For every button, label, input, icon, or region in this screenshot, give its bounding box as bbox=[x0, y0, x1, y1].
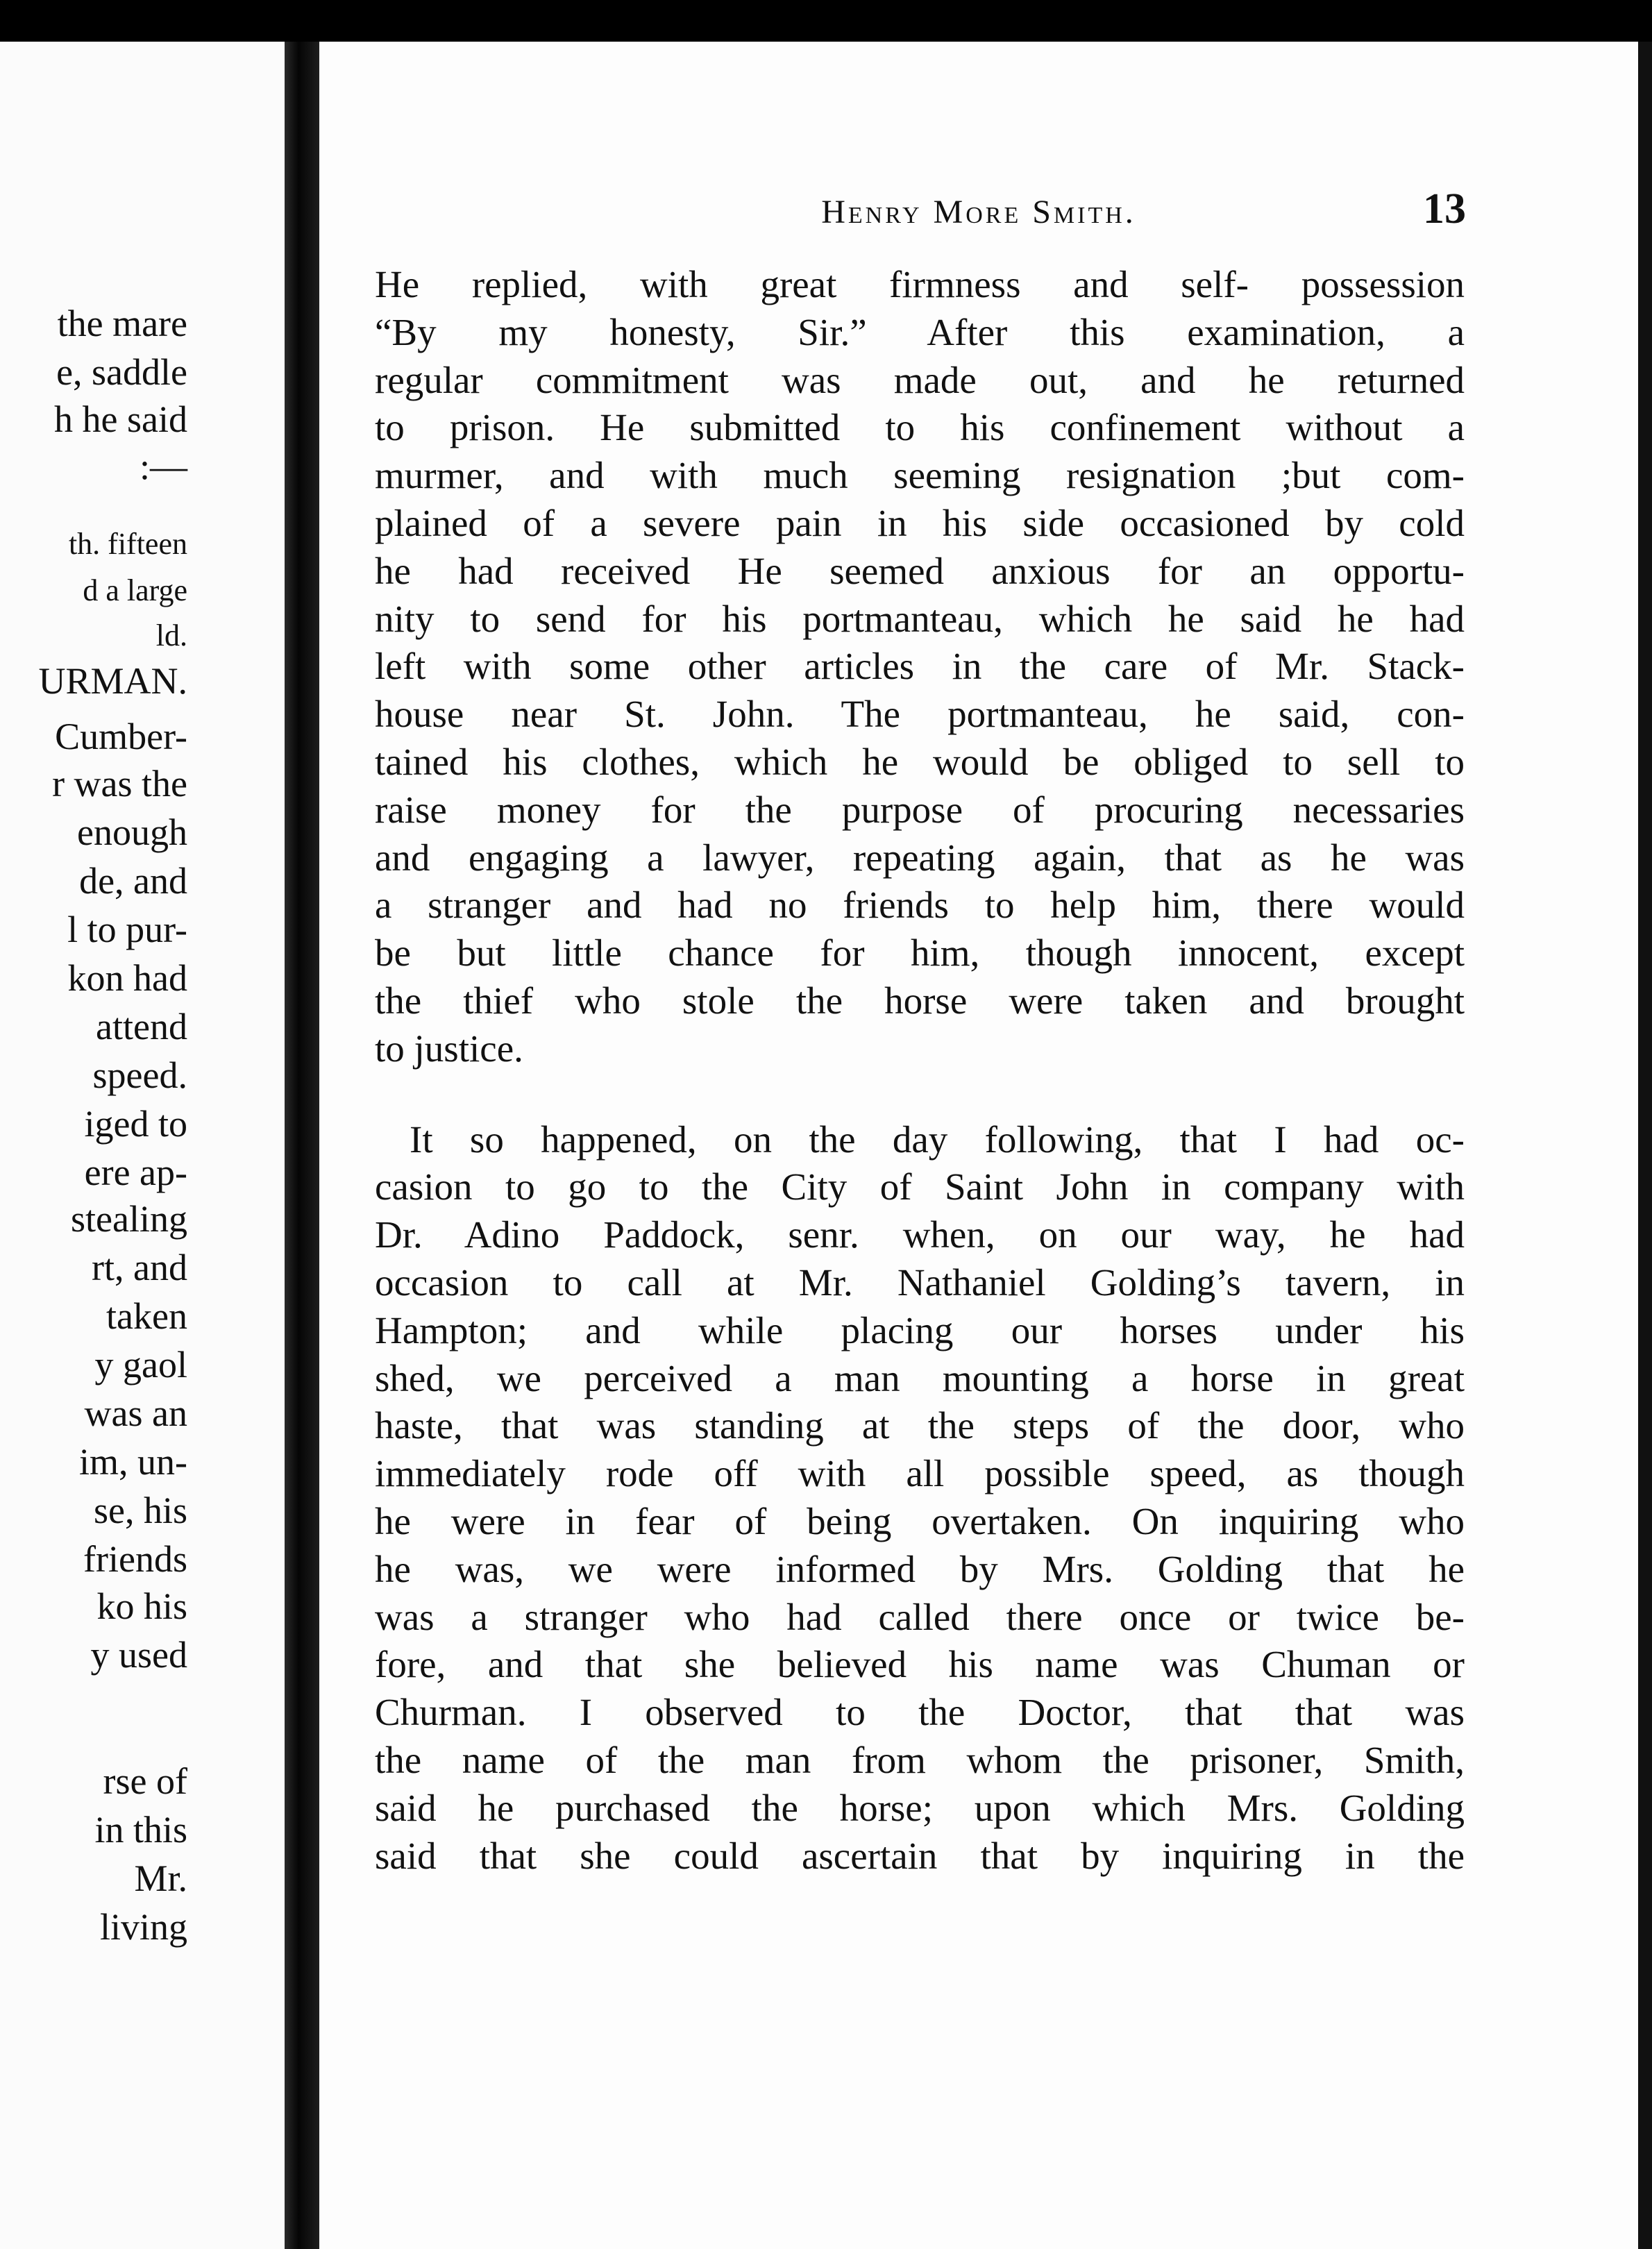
left-page-line: the mare bbox=[57, 303, 187, 344]
left-page-line: l to pur- bbox=[67, 909, 187, 950]
left-page-line: living bbox=[99, 1906, 187, 1948]
text-line: He replied, with great firmness and self- possession bbox=[375, 263, 1465, 305]
text-line: left with some other articles in the care of Mr. Stack- bbox=[375, 645, 1465, 688]
left-page-line: y gaol bbox=[94, 1344, 187, 1385]
left-page-line: y used bbox=[90, 1634, 187, 1676]
text-line: Hampton; and while placing our horses under his bbox=[375, 1308, 1465, 1351]
paragraph-gap bbox=[375, 1073, 1465, 1116]
scan-top-border bbox=[0, 0, 1652, 42]
left-page-line: URMAN. bbox=[38, 660, 187, 702]
left-page-line: taken bbox=[106, 1295, 187, 1337]
left-page-line: ere ap- bbox=[84, 1152, 187, 1193]
left-page-line: se, his bbox=[94, 1490, 187, 1531]
left-page-line: rt, and bbox=[92, 1247, 187, 1288]
text-line: casion to go to the City of Saint John in company with bbox=[375, 1165, 1465, 1208]
left-page-line: h he said bbox=[54, 398, 187, 440]
text-line: be but little chance for him, though innocent, except bbox=[375, 932, 1465, 975]
paragraph bbox=[375, 1116, 1465, 1880]
text-line: he had received He seemed anxious for an opportu- bbox=[375, 549, 1465, 592]
body-text bbox=[375, 261, 1465, 1880]
text-line: and engaging a lawyer, repeating again, that as he was bbox=[375, 836, 1465, 879]
left-page-line: th. fifteen bbox=[68, 527, 187, 561]
left-page-line: enough bbox=[77, 811, 187, 853]
text-line: immediately rode off with all possible speed, as though bbox=[375, 1452, 1465, 1495]
left-page-line: stealing bbox=[71, 1198, 187, 1240]
left-page-line: speed. bbox=[92, 1054, 187, 1096]
left-page-line: ld. bbox=[155, 618, 187, 652]
text-line: nity to send for his portmanteau, which he said he had bbox=[375, 597, 1465, 640]
text-line: shed, we perceived a man mounting a horse in great bbox=[375, 1356, 1465, 1399]
text-line: said he purchased the horse; upon which Mrs. Golding bbox=[375, 1786, 1465, 1829]
left-page-line: rse of bbox=[103, 1760, 187, 1802]
left-page-line: in this bbox=[94, 1809, 187, 1851]
text-line: tained his clothes, which he would be obliged to sell to bbox=[375, 740, 1465, 783]
text-line: Dr. Adino Paddock, senr. when, on our way, he had bbox=[375, 1213, 1465, 1256]
text-line: Churman. I observed to the Doctor, that that was bbox=[375, 1691, 1465, 1734]
left-page-line: d a large bbox=[83, 573, 187, 607]
text-line: fore, and that she believed his name was Chuman or bbox=[375, 1643, 1465, 1686]
text-line: he were in fear of being overtaken. On inquiring who bbox=[375, 1499, 1465, 1542]
text-line: house near St. John. The portmanteau, he said, con- bbox=[375, 693, 1465, 736]
text-line: haste, that was standing at the steps of the door, who bbox=[375, 1404, 1465, 1447]
text-line: It so happened, on the day following, that I had oc- bbox=[410, 1118, 1465, 1161]
right-page bbox=[319, 42, 1638, 2249]
text-line: plained of a severe pain in his side occasioned by cold bbox=[375, 501, 1465, 544]
left-page-line: de, and bbox=[79, 860, 187, 902]
left-page-line: was an bbox=[84, 1392, 187, 1434]
left-page-line: friends bbox=[83, 1538, 187, 1580]
text-line: a stranger and had no friends to help him, there would bbox=[375, 884, 1465, 927]
running-head: Henry More Smith. bbox=[821, 194, 1136, 230]
scan-right-border bbox=[1638, 42, 1652, 2249]
left-page-line: Cumber- bbox=[55, 716, 187, 757]
text-line: occasion to call at Mr. Nathaniel Golding’s tavern, in bbox=[375, 1261, 1465, 1304]
text-line: to prison. He submitted to his confinement without a bbox=[375, 406, 1465, 449]
left-page-line: im, un- bbox=[79, 1441, 187, 1483]
text-line: he was, we were informed by Mrs. Golding that he bbox=[375, 1547, 1465, 1590]
left-page-line: e, saddle bbox=[56, 351, 187, 393]
text-line: regular commitment was made out, and he returned bbox=[375, 358, 1465, 401]
text-line: raise money for the purpose of procuring necessaries bbox=[375, 788, 1465, 831]
text-line: was a stranger who had called there once or twice be- bbox=[375, 1595, 1465, 1638]
left-page-line: kon had bbox=[67, 957, 187, 999]
left-page-line: ko his bbox=[96, 1585, 187, 1627]
text-line: murmer, and with much seeming resignation ;but com- bbox=[375, 454, 1465, 497]
book-gutter bbox=[285, 42, 319, 2249]
text-line: said that she could ascertain that by inquiring in the bbox=[375, 1834, 1465, 1877]
left-page-line: r was the bbox=[52, 763, 187, 805]
left-page-fragment bbox=[0, 42, 285, 2249]
text-line: the thief who stole the horse were taken and brought bbox=[375, 979, 1465, 1022]
page-number: 13 bbox=[1423, 185, 1466, 233]
left-page-line: attend bbox=[96, 1006, 187, 1047]
left-page-line: :— bbox=[139, 446, 187, 487]
left-page-line: iged to bbox=[84, 1103, 187, 1145]
text-line: “By my honesty, Sir.” After this examination, a bbox=[375, 310, 1465, 353]
paragraph bbox=[375, 261, 1465, 1073]
text-line: the name of the man from whom the prisoner, Smith, bbox=[375, 1738, 1465, 1781]
text-line: to justice. bbox=[375, 1027, 523, 1070]
left-page-line: Mr. bbox=[134, 1858, 187, 1899]
